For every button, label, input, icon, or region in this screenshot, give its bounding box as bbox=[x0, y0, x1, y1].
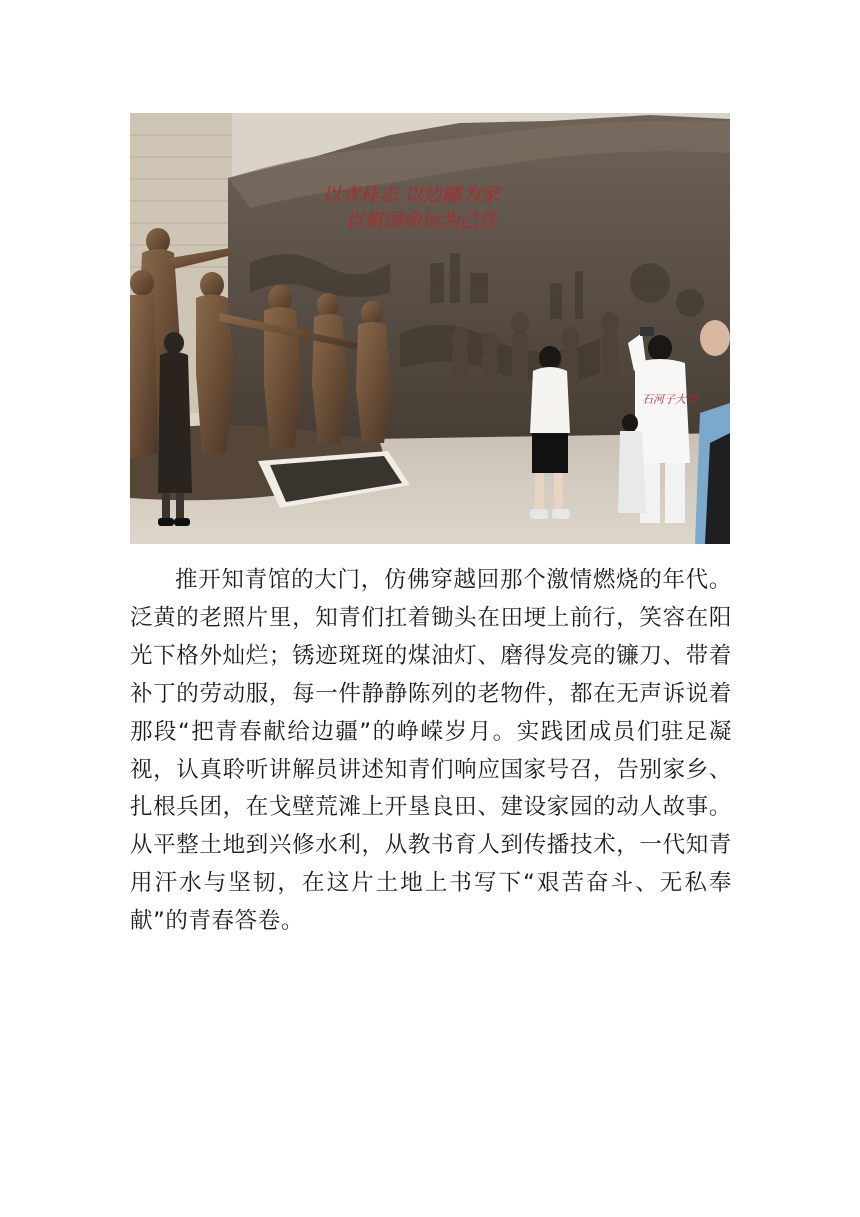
exhibit-photo bbox=[130, 113, 730, 544]
shirt-print: 石河子大学 bbox=[642, 393, 697, 406]
body-paragraph: 推开知青馆的大门，仿佛穿越回那个激情燃烧的年代。泛黄的老照片里，知青们扛着锄头在田埂上前行，笑容在阳光下格外灿烂；锈迹斑斑的煤油灯、磨得发亮的镰刀、带着补丁的劳动服，每一件静静陈列的老物件，都在无声诉说着那段“把青春献给边疆”的峥嵘岁月。实践团成员们驻足凝视，认真聆听讲解员讲述知青们响应国家号召，告别家乡、扎根兵团，在戈壁荒滩上开垦良田、建设家园的动人故事。从平整土地到兴修水利，从教书育人到传播技术，一代知青用汗水与坚韧，在这片土地上书写下“艰苦奋斗、无私奉献”的青春答卷。 bbox=[130, 567, 732, 935]
inscription-line-1: 以青桂志 以边疆为家 bbox=[322, 184, 500, 206]
inscription-line-2: 以祖国命运为己任 bbox=[345, 210, 498, 232]
